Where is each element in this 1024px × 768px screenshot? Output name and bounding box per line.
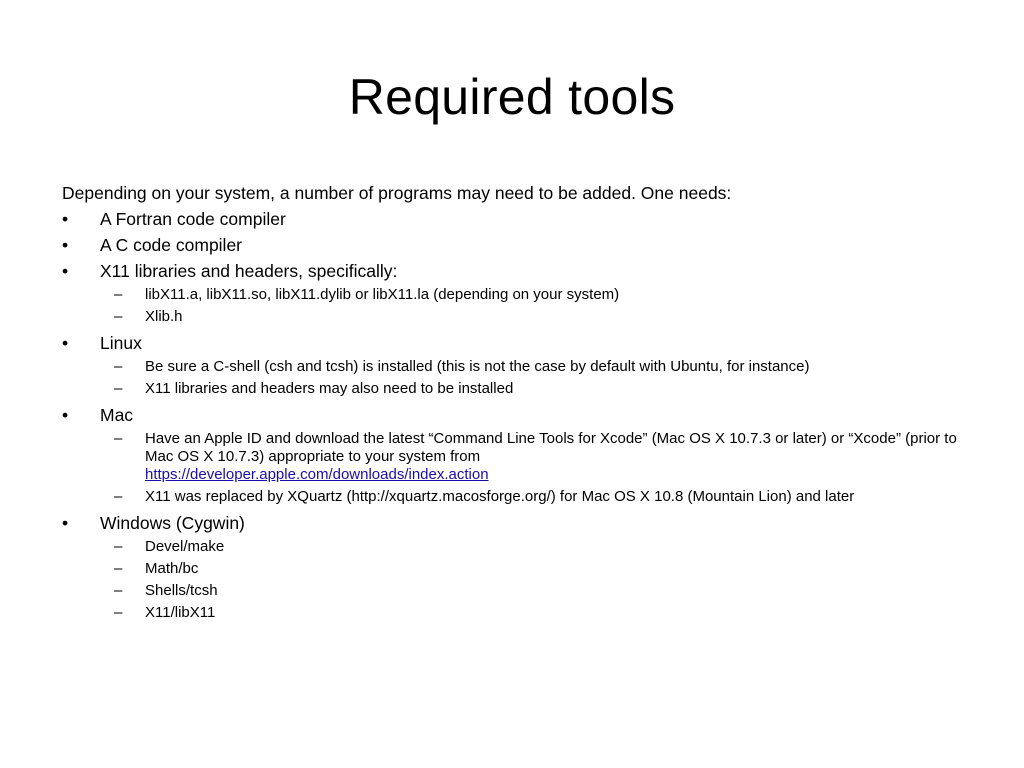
sub-marker: – — [114, 308, 123, 325]
bullet-text: A C code compiler — [100, 235, 243, 255]
sub-item — [62, 604, 982, 622]
sub-marker: – — [114, 488, 123, 505]
sub-text: X11 was replaced by XQuartz (http://xquartz.macosforge.org/) for Mac OS X 10.8 (Mountain Lion) and later — [145, 488, 855, 505]
sub-text: Math/bc — [145, 560, 199, 577]
bullet-marker: • — [62, 405, 69, 425]
bullet-text: Linux — [100, 333, 142, 353]
bullet-marker: • — [62, 261, 69, 281]
sub-text: Devel/make — [145, 538, 225, 555]
bullet-item — [62, 330, 982, 356]
sub-marker: – — [114, 286, 123, 303]
sub-item — [62, 430, 982, 484]
bullet-marker: • — [62, 513, 69, 533]
bullet-item — [62, 258, 982, 284]
bullet-item — [62, 510, 982, 536]
sub-item — [62, 358, 982, 376]
intro-text: Depending on your system, a number of programs may need to be added. One needs: — [62, 183, 732, 203]
bullet-text: A Fortran code compiler — [100, 209, 286, 229]
sub-marker: – — [114, 380, 123, 397]
bullet-marker: • — [62, 209, 69, 229]
sub-marker: – — [114, 604, 123, 621]
sub-item — [62, 538, 982, 556]
sub-item — [62, 308, 982, 326]
bullet-item — [62, 206, 982, 232]
slide-title: Required tools — [348, 69, 676, 125]
slide-body — [62, 180, 982, 626]
sub-text: Have an Apple ID and download the latest “Command Line Tools for Xcode” (Mac OS X 10.7.3 or later) or “Xcode” (prior to Mac OS X 10.7.3) appropriate to your system from — [145, 430, 957, 465]
sub-text: Shells/tcsh — [145, 582, 218, 599]
sub-marker: – — [114, 358, 123, 375]
sub-item — [62, 380, 982, 398]
sub-text: X11 libraries and headers may also need to be installed — [145, 380, 514, 397]
sub-text: libX11.a, libX11.so, libX11.dylib or libX11.la (depending on your system) — [145, 286, 620, 303]
bullet-text: X11 libraries and headers, specifically: — [100, 261, 398, 281]
bullet-item — [62, 232, 982, 258]
sub-item — [62, 582, 982, 600]
sub-item — [62, 488, 982, 506]
sub-item — [62, 560, 982, 578]
sub-marker: – — [114, 538, 123, 555]
sub-marker: – — [114, 582, 123, 599]
sub-text: Be sure a C-shell (csh and tcsh) is installed (this is not the case by default with Ubuntu, for instance) — [145, 358, 810, 375]
sub-text: Xlib.h — [145, 308, 183, 325]
bullet-marker: • — [62, 333, 69, 353]
sub-text: X11/libX11 — [145, 604, 216, 621]
sub-item — [62, 286, 982, 304]
sub-marker: – — [114, 430, 123, 447]
bullet-text: Mac — [100, 405, 134, 425]
bullet-text: Windows (Cygwin) — [100, 513, 245, 533]
bullet-item — [62, 402, 982, 428]
apple-downloads-link[interactable]: https://developer.apple.com/downloads/index.action — [145, 466, 489, 483]
sub-marker: – — [114, 560, 123, 577]
bullet-marker: • — [62, 235, 69, 255]
